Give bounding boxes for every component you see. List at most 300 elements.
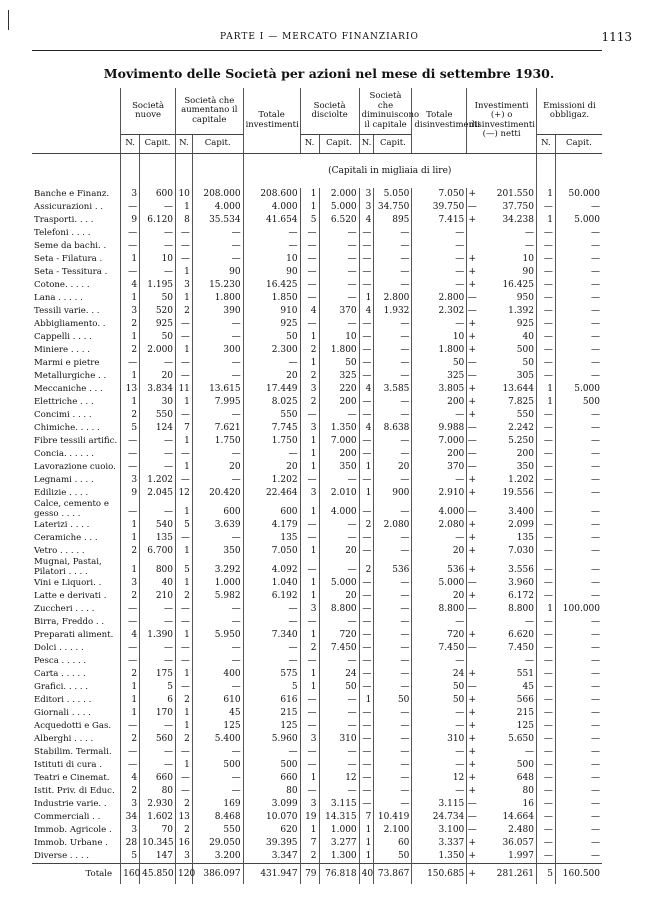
cell-emiss-capit: — xyxy=(555,668,602,681)
cell-nuove-capit: — xyxy=(140,435,176,448)
hdr-netti: Investimenti (+) o disinvestimenti (—) netti xyxy=(467,88,537,154)
cell-dimin-capit: — xyxy=(374,590,412,603)
table-row xyxy=(32,545,602,558)
hdr-n: N. xyxy=(359,135,374,154)
cell-sign: + xyxy=(467,558,478,577)
cell-totale-inv: 39.395 xyxy=(243,837,300,850)
cell-disciolte-capit: — xyxy=(319,720,359,733)
row-label: Vini e Liquori. . xyxy=(34,578,102,588)
running-head xyxy=(32,30,632,44)
table-row xyxy=(32,785,602,798)
cell-netti: 500 xyxy=(516,345,534,355)
cell-dimin-capit: 895 xyxy=(374,214,412,227)
cell-totale-inv: — xyxy=(243,240,300,253)
cell-dimin-n: — xyxy=(359,798,374,811)
cell-disciolte-capit: 6.520 xyxy=(319,214,359,227)
cell-totale-dis: — xyxy=(412,655,467,668)
cell-nuove-capit: 175 xyxy=(140,668,176,681)
cell-totale-dis: 1.800 xyxy=(412,344,467,357)
cell-disciolte-capit: — xyxy=(319,746,359,759)
cell-disciolte-capit: 7.450 xyxy=(319,642,359,655)
cell-emiss-capit: — xyxy=(555,837,602,850)
cell-emiss-capit: — xyxy=(555,785,602,798)
cell-totale-inv: 10.070 xyxy=(243,811,300,824)
cell-dimin-capit: — xyxy=(374,532,412,545)
cell-nuove-capit: 20 xyxy=(140,370,176,383)
cell-dimin-capit: 2.800 xyxy=(374,292,412,305)
cell-netti: 40 xyxy=(522,332,534,342)
cell-netti: — xyxy=(524,241,534,251)
cell-emiss-n: — xyxy=(536,370,555,383)
cell-disciolte-capit: — xyxy=(319,759,359,772)
cell-aument-n: — xyxy=(176,603,193,616)
cell-aument-n: 13 xyxy=(176,811,193,824)
cell-nuove-capit: 1.602 xyxy=(140,811,176,824)
cell-nuove-n: 2 xyxy=(121,318,140,331)
table-row xyxy=(32,837,602,850)
cell-disciolte-capit: — xyxy=(319,279,359,292)
cell-totale-inv: — xyxy=(243,655,300,668)
cell-disciolte-capit: 220 xyxy=(319,383,359,396)
cell-nuove-capit: — xyxy=(140,461,176,474)
cell-dimin-capit: — xyxy=(374,577,412,590)
cell-dimin-n: — xyxy=(359,733,374,746)
row-label: Seta - Tessitura . xyxy=(34,267,108,277)
cell-dimin-capit: 50 xyxy=(374,694,412,707)
row-label: Fibre tessili artific. xyxy=(34,436,118,446)
cell-emiss-n: — xyxy=(536,318,555,331)
cell-nuove-n: 5 xyxy=(121,422,140,435)
cell-dimin-n: — xyxy=(359,655,374,668)
cell-totale-dis: 10 xyxy=(412,331,467,344)
hdr-n: N. xyxy=(536,135,555,154)
cell-nuove-n: 3 xyxy=(121,188,140,201)
cell-disciolte-capit: 370 xyxy=(319,305,359,318)
table-row xyxy=(32,240,602,253)
cell-totale-dis: 325 xyxy=(412,370,467,383)
cell-disciolte-capit: 14.315 xyxy=(319,811,359,824)
cell-nuove-capit: — xyxy=(140,616,176,629)
cell-dimin-capit: — xyxy=(374,474,412,487)
cell-sign: + xyxy=(468,488,477,498)
table-row xyxy=(32,577,602,590)
cell-dimin-n: — xyxy=(359,474,374,487)
cell-disciolte-capit: — xyxy=(319,519,359,532)
cell-aument-capit: 29.050 xyxy=(192,837,243,850)
table-row xyxy=(32,720,602,733)
cell-nuove-n: 3 xyxy=(121,577,140,590)
row-label: Dolci . . . . . xyxy=(34,643,84,653)
cell-totale-inv: 80 xyxy=(243,785,300,798)
cell-disciolte-capit: — xyxy=(319,240,359,253)
cell-aument-capit: 390 xyxy=(192,305,243,318)
cell-netti: 14.664 xyxy=(502,812,534,822)
table-row xyxy=(32,733,602,746)
cell-aument-n: — xyxy=(176,318,193,331)
cell-netti: 281.261 xyxy=(477,864,536,885)
cell-nuove-capit: — xyxy=(140,201,176,214)
cell-totale-dis: — xyxy=(412,720,467,733)
hdr-capit: Capit. xyxy=(140,135,176,154)
cell-emiss-n: — xyxy=(536,616,555,629)
table-row xyxy=(32,532,602,545)
cell-nuove-capit: — xyxy=(140,642,176,655)
cell-emiss-n: — xyxy=(536,448,555,461)
cell-nuove-n: 2 xyxy=(121,785,140,798)
cell-nuove-capit: 520 xyxy=(140,305,176,318)
cell-disciolte-n: 4 xyxy=(300,305,319,318)
cell-netti: 50 xyxy=(522,358,534,368)
table-row xyxy=(32,266,602,279)
cell-totale-dis: 370 xyxy=(412,461,467,474)
row-label: Lana . . . . . xyxy=(34,293,83,303)
cell-nuove-capit: 6.120 xyxy=(140,214,176,227)
row-label: Marmi e pietre xyxy=(34,358,100,368)
hdr-n: N. xyxy=(176,135,193,154)
cell-sign: — xyxy=(467,462,477,472)
cell-aument-n: 1 xyxy=(176,629,193,642)
cell-dimin-n: 1 xyxy=(359,461,374,474)
cell-nuove-n: 13 xyxy=(121,383,140,396)
cell-aument-capit: 500 xyxy=(192,759,243,772)
hdr-totale-inv: Totale investimenti xyxy=(243,88,300,154)
cell-aument-capit: 350 xyxy=(192,545,243,558)
cell-disciolte-capit: — xyxy=(319,474,359,487)
cell-aument-capit: — xyxy=(192,370,243,383)
cell-disciolte-capit: 1.000 xyxy=(319,824,359,837)
cell-emiss-n: — xyxy=(536,201,555,214)
cell-aument-n: — xyxy=(176,448,193,461)
cell-emiss-n: — xyxy=(536,850,555,864)
cell-emiss-capit: — xyxy=(555,772,602,785)
cell-aument-n: — xyxy=(176,785,193,798)
cell-netti: 45 xyxy=(522,682,534,692)
cell-disciolte-capit: 1.350 xyxy=(319,422,359,435)
cell-nuove-capit: 550 xyxy=(140,409,176,422)
cell-dimin-n: — xyxy=(359,240,374,253)
cell-dimin-capit: — xyxy=(374,227,412,240)
cell-dimin-n: — xyxy=(359,253,374,266)
cell-emiss-n: — xyxy=(536,500,555,519)
cell-nuove-n: 2 xyxy=(121,409,140,422)
cell-sign: + xyxy=(468,591,477,601)
table-row xyxy=(32,798,602,811)
cell-totale-dis: — xyxy=(412,785,467,798)
cell-aument-n: — xyxy=(176,240,193,253)
cell-emiss-n: — xyxy=(536,772,555,785)
cell-emiss-capit: — xyxy=(555,487,602,500)
cell-totale-dis: 2.800 xyxy=(412,292,467,305)
cell-aument-n: 1 xyxy=(176,577,193,590)
cell-sign: + xyxy=(468,280,477,290)
cell-nuove-n: 3 xyxy=(121,798,140,811)
cell-disciolte-capit: 350 xyxy=(319,461,359,474)
cell-aument-n: — xyxy=(176,772,193,785)
cell-dimin-n: 2 xyxy=(359,558,374,577)
cell-netti: 950 xyxy=(516,293,534,303)
hdr-totale-dis: Totale disinvestimenti xyxy=(412,88,467,154)
cell-dimin-capit: — xyxy=(374,785,412,798)
cell-disciolte-n: 1 xyxy=(300,681,319,694)
cell-netti: 34.238 xyxy=(502,215,534,225)
cell-nuove-capit: — xyxy=(140,266,176,279)
cell-dimin-n: — xyxy=(359,227,374,240)
cell-nuove-n: 1 xyxy=(121,370,140,383)
cell-disciolte-n: 1 xyxy=(300,577,319,590)
cell-nuove-n: 1 xyxy=(121,292,140,305)
cell-aument-capit: — xyxy=(192,603,243,616)
cell-sign: — xyxy=(467,306,477,316)
cell-aument-n: — xyxy=(176,655,193,668)
cell-totale-dis: — xyxy=(412,409,467,422)
cell-disciolte-n: 1 xyxy=(300,545,319,558)
hdr-capit: Capit. xyxy=(555,135,602,154)
cell-totale-dis: 3.115 xyxy=(412,798,467,811)
cell-sign: + xyxy=(468,267,477,277)
cell-nuove-capit: 10.345 xyxy=(140,837,176,850)
cell-disciolte-capit: 20 xyxy=(319,590,359,603)
cell-netti: 7.450 xyxy=(508,643,534,653)
cell-aument-capit: 600 xyxy=(192,500,243,519)
cell-dimin-capit: — xyxy=(374,279,412,292)
cell-totale-inv: 208.600 xyxy=(243,188,300,201)
cell-emiss-n: — xyxy=(536,305,555,318)
cell-totale-dis: 720 xyxy=(412,629,467,642)
cell-emiss-n: — xyxy=(536,811,555,824)
cell-totale-dis: 3.337 xyxy=(412,837,467,850)
row-label: Assicurazioni . . xyxy=(34,202,104,212)
cell-dimin-capit: — xyxy=(374,707,412,720)
cell-emiss-n: — xyxy=(536,227,555,240)
cell-aument-capit: 4.000 xyxy=(192,201,243,214)
cell-nuove-n: — xyxy=(121,448,140,461)
cell-netti: 500 xyxy=(516,760,534,770)
cell-dimin-capit: — xyxy=(374,344,412,357)
cell-disciolte-capit: 76.818 xyxy=(319,864,359,885)
cell-emiss-n: — xyxy=(536,532,555,545)
cell-emiss-n: — xyxy=(536,629,555,642)
cell-aument-capit: 3.639 xyxy=(192,519,243,532)
cell-netti: 135 xyxy=(516,533,534,543)
cell-dimin-capit: — xyxy=(374,240,412,253)
cell-totale-inv: 660 xyxy=(243,772,300,785)
cell-aument-n: 1 xyxy=(176,668,193,681)
cell-aument-capit: 1.800 xyxy=(192,292,243,305)
cell-emiss-capit: — xyxy=(555,629,602,642)
cell-sign: + xyxy=(468,215,477,225)
cell-netti: 3.960 xyxy=(508,578,534,588)
cell-emiss-capit: — xyxy=(555,201,602,214)
cell-aument-capit: 208.000 xyxy=(192,188,243,201)
cell-emiss-n: — xyxy=(536,240,555,253)
cell-aument-capit: — xyxy=(192,409,243,422)
cell-nuove-capit: 1.390 xyxy=(140,629,176,642)
hdr-aumentano: Società che aumentano il capitale xyxy=(176,88,244,135)
cell-nuove-n: 3 xyxy=(121,474,140,487)
cell-dimin-n: 1 xyxy=(359,824,374,837)
cell-aument-n: 11 xyxy=(176,383,193,396)
cell-disciolte-capit: 50 xyxy=(319,681,359,694)
cell-emiss-n: — xyxy=(536,474,555,487)
cell-aument-capit: 7.995 xyxy=(192,396,243,409)
cell-emiss-capit: — xyxy=(555,422,602,435)
cell-emiss-capit: — xyxy=(555,681,602,694)
cell-aument-n: 1 xyxy=(176,720,193,733)
cell-nuove-capit: 1.202 xyxy=(140,474,176,487)
cell-totale-inv: 550 xyxy=(243,409,300,422)
cell-emiss-capit: — xyxy=(555,720,602,733)
cell-dimin-n: — xyxy=(359,279,374,292)
hdr-disciolte: Società disciolte xyxy=(300,88,359,135)
cell-dimin-n: — xyxy=(359,331,374,344)
cell-aument-n: 7 xyxy=(176,422,193,435)
cell-totale-dis: 50 xyxy=(412,694,467,707)
cell-emiss-capit: — xyxy=(555,616,602,629)
cell-emiss-n: — xyxy=(536,279,555,292)
cell-aument-capit: — xyxy=(192,357,243,370)
cell-emiss-capit: 5.000 xyxy=(555,214,602,227)
cell-totale-dis: 50 xyxy=(412,681,467,694)
cell-netti: 13.644 xyxy=(502,384,534,394)
cell-nuove-n: 3 xyxy=(121,824,140,837)
cell-sign: + xyxy=(468,669,477,679)
cell-sign: — xyxy=(467,578,477,588)
table-row xyxy=(32,214,602,227)
cell-netti: 566 xyxy=(516,695,534,705)
table-row xyxy=(32,811,602,824)
cell-disciolte-n: — xyxy=(300,519,319,532)
cell-aument-n: 16 xyxy=(176,837,193,850)
cell-dimin-capit: — xyxy=(374,409,412,422)
cell-nuove-n: — xyxy=(121,461,140,474)
cell-emiss-capit: — xyxy=(555,331,602,344)
cell-emiss-n: — xyxy=(536,331,555,344)
cell-totale-dis: — xyxy=(412,759,467,772)
cell-totale-dis: 2.302 xyxy=(412,305,467,318)
cell-nuove-n: 34 xyxy=(121,811,140,824)
cell-nuove-n: 1 xyxy=(121,681,140,694)
row-label: Commerciali . . xyxy=(34,812,101,822)
cell-nuove-capit: — xyxy=(140,759,176,772)
cell-disciolte-n: — xyxy=(300,266,319,279)
cell-netti: 551 xyxy=(516,669,534,679)
cell-emiss-capit: 500 xyxy=(555,396,602,409)
cell-aument-capit: — xyxy=(192,681,243,694)
cell-dimin-n: 2 xyxy=(359,519,374,532)
cell-netti: 7.825 xyxy=(508,397,534,407)
cell-emiss-n: — xyxy=(536,577,555,590)
cell-nuove-capit: 3.834 xyxy=(140,383,176,396)
hdr-n: N. xyxy=(300,135,319,154)
cell-aument-capit: — xyxy=(192,227,243,240)
cell-dimin-capit: 536 xyxy=(374,558,412,577)
cell-netti: 3.400 xyxy=(508,507,534,517)
cell-disciolte-n: — xyxy=(300,292,319,305)
cell-nuove-capit: 540 xyxy=(140,519,176,532)
table-row xyxy=(32,201,602,214)
cell-totale-dis: 536 xyxy=(412,558,467,577)
cell-nuove-capit: 45.850 xyxy=(140,864,176,885)
cell-emiss-n: 1 xyxy=(536,603,555,616)
cell-nuove-n: 2 xyxy=(121,668,140,681)
cell-dimin-n: — xyxy=(359,448,374,461)
row-label: Legnami . . . . xyxy=(34,475,94,485)
cell-disciolte-capit: 3.115 xyxy=(319,798,359,811)
cell-disciolte-capit: — xyxy=(319,694,359,707)
cell-emiss-capit: 160.500 xyxy=(555,864,602,885)
cell-totale-inv: — xyxy=(243,616,300,629)
cell-totale-dis: 24 xyxy=(412,668,467,681)
cell-sign xyxy=(467,616,478,629)
row-label: Abbigliamento. . xyxy=(34,319,106,329)
cell-emiss-n: — xyxy=(536,785,555,798)
cell-aument-n: — xyxy=(176,616,193,629)
cell-sign: + xyxy=(468,475,477,485)
cell-disciolte-n: — xyxy=(300,746,319,759)
cell-nuove-capit: 124 xyxy=(140,422,176,435)
cell-aument-n: 2 xyxy=(176,590,193,603)
row-label: Preparati aliment. xyxy=(34,630,114,640)
cell-disciolte-capit: 1.300 xyxy=(319,850,359,864)
table-row xyxy=(32,487,602,500)
cell-aument-n: 3 xyxy=(176,279,193,292)
cell-disciolte-n: 3 xyxy=(300,487,319,500)
row-label: Grafici. . . . . xyxy=(34,682,88,692)
cell-sign: — xyxy=(467,293,477,303)
hdr-emissioni: Emissioni di obbligaz. xyxy=(536,88,602,135)
cell-totale-inv: 500 xyxy=(243,759,300,772)
cell-dimin-n: — xyxy=(359,545,374,558)
cell-nuove-capit: 10 xyxy=(140,253,176,266)
cell-emiss-n: — xyxy=(536,642,555,655)
cell-totale-dis: 2.080 xyxy=(412,519,467,532)
row-label: Cotone. . . . . xyxy=(34,280,90,290)
cell-nuove-capit: 80 xyxy=(140,785,176,798)
cell-nuove-capit: — xyxy=(140,448,176,461)
cell-emiss-capit: — xyxy=(555,279,602,292)
row-label: Tessili varie. . . xyxy=(34,306,100,316)
cell-emiss-capit: — xyxy=(555,655,602,668)
cell-nuove-capit: — xyxy=(140,357,176,370)
cell-disciolte-n: 1 xyxy=(300,331,319,344)
cell-nuove-capit: — xyxy=(140,500,176,519)
cell-dimin-capit: — xyxy=(374,733,412,746)
cell-nuove-n: — xyxy=(121,201,140,214)
cell-aument-capit: 300 xyxy=(192,344,243,357)
cell-totale-inv: 910 xyxy=(243,305,300,318)
row-label: Edilizie . . . . xyxy=(34,488,89,498)
cell-dimin-capit: 8.638 xyxy=(374,422,412,435)
cell-nuove-capit: — xyxy=(140,655,176,668)
cell-netti: 201.550 xyxy=(496,189,534,199)
cell-totale-dis: 310 xyxy=(412,733,467,746)
cell-dimin-capit: 73.867 xyxy=(374,864,412,885)
cell-disciolte-capit: — xyxy=(319,616,359,629)
cell-aument-capit: 13.615 xyxy=(192,383,243,396)
cell-totale-inv: 7.050 xyxy=(243,545,300,558)
cell-disciolte-n: 1 xyxy=(300,461,319,474)
cell-dimin-n: — xyxy=(359,500,374,519)
cell-aument-capit: — xyxy=(192,253,243,266)
cell-disciolte-n: 5 xyxy=(300,214,319,227)
cell-aument-capit: — xyxy=(192,318,243,331)
cell-totale-dis: 200 xyxy=(412,448,467,461)
cell-dimin-capit: — xyxy=(374,435,412,448)
table-row xyxy=(32,642,602,655)
cell-disciolte-n: — xyxy=(300,240,319,253)
cell-nuove-n: 5 xyxy=(121,850,140,864)
cell-emiss-n: 1 xyxy=(536,383,555,396)
